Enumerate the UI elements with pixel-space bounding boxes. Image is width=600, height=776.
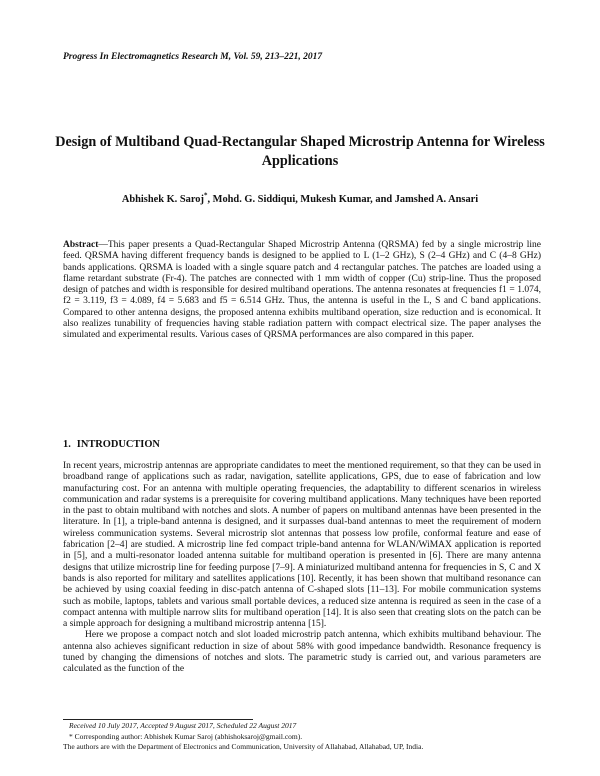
corresponding-mark: * (203, 191, 208, 200)
abstract (63, 240, 541, 342)
author-list (40, 193, 560, 206)
footnote-rule (63, 719, 253, 720)
first-author: Abhishek K. Saroj (121, 194, 204, 205)
abstract-text: —This paper presents a Quad-Rectangular Shaped Microstrip Antenna (QRSMA) fed by a single microstrip line feed. QRSMA having different frequency bands is designed to be applied to L (1–2 GHz), S (2–4 GHz) and C (4–8 GHz) bands applications. QRSMA is loaded with a single square patch and 4 rectangular patches. The patches are loaded using a flame retardant substrate (Fr-4). The patches are connected with 1 mm width of copper (Cu) strip-line. Thus the proposed design of patches and width is responsible for desired multiband operations. The antenna resonates at frequencies f1 = 1.074, f2 = 3.119, f3 = 4.089, f4 = 5.683 and f5 = 6.514 GHz. Thus, the antenna is useful in the L, S and C band applications. Compared to other antenna designs, the proposed antenna exhibits multiband operation, size reduction and is economical. It also realizes tunability of frequencies having stable radiation pattern with compact electrical size. The paper analyses the simulated and experimental results. Various cases of QRSMA performances are also compared in this paper. (63, 240, 541, 341)
affiliation: The authors are with the Department of Electronics and Communication, University of Allahabad, Allahabad, UP, India. (63, 742, 424, 751)
introduction-body (63, 461, 541, 676)
paper-title: Design of Multiband Quad-Rectangular Shaped Microstrip Antenna for Wireless Applications (55, 134, 545, 169)
corresponding-author: * Corresponding author: Abhishek Kumar Saroj (abhishoksaroj@gmail.com). (69, 731, 303, 741)
intro-paragraph-2: Here we propose a compact notch and slot loaded microstrip patch antenna, which exhibits multiband behaviour. The antenna also achieves significant reduction in size of about 58% with good impedance bandwidth. Resonance frequency is tuned by changing the dimensions of notches and slots. The parametric study is carried out, and various parameters are calculated as the function of the (63, 630, 541, 675)
received-dates: Received 10 July 2017, Accepted 9 August 2017, Scheduled 22 August 2017 (69, 721, 297, 730)
section-number: 1. (63, 439, 71, 450)
intro-paragraph-1: In recent years, microstrip antennas are appropriate candidates to meet the mentioned requirement, so that they can be used in broadband range of applications such as radar, navigation, satellite applications, GPS, due to ease of fabrication and low manufacturing cost. For an antenna with multiple operating frequencies, the adaptability to different scenarios in wireless communication and radar systems is a prerequisite for covering multiband applications. Many techniques have been reported in the past to obtain multiband with notches and slots. A number of papers on multiband antennas have been presented in the literature. In [1], a triple-band antenna is designed, and it surpasses dual-band antennas to meet the requirement of modern wireless communication systems. Several microstrip slot antennas that possess low profile, conformal feature and ease of fabrication [2–4] are studied. A microstrip line fed compact triple-band antenna for WLAN/WiMAX application is reported in [5], and a multi-resonator loaded antenna suitable for multiband operation is presented in [6]. There are many antenna designs that utilize microstrip line for feeding purpose [7–9]. A miniaturized multiband antenna for frequencies in S, C and X bands is also reported for military and satellites applications [10]. Recently, it has been shown that multiband resonance can be achieved by using coaxial feeding in disc-patch antenna of C-shaped slots [11–13]. For mobile communication systems such as mobile, laptops, tablets and various small portable devices, a reduced size antenna is required as seen in the case of a compact antenna with multiple narrow slits for multiband operation [14]. It is also seen that creating slots on the patch can be a simple approach for designing a multiband microstrip antenna [15]. (63, 461, 541, 630)
section-title: INTRODUCTION (76, 439, 160, 450)
section-heading (63, 438, 541, 451)
other-authors: , Mohd. G. Siddiqui, Mukesh Kumar, and Jamshed A. Ansari (207, 194, 479, 205)
abstract-label: Abstract (63, 240, 99, 250)
footnotes (63, 721, 541, 753)
journal-header: Progress In Electromagnetics Research M, Vol. 59, 213–221, 2017 (63, 52, 323, 62)
